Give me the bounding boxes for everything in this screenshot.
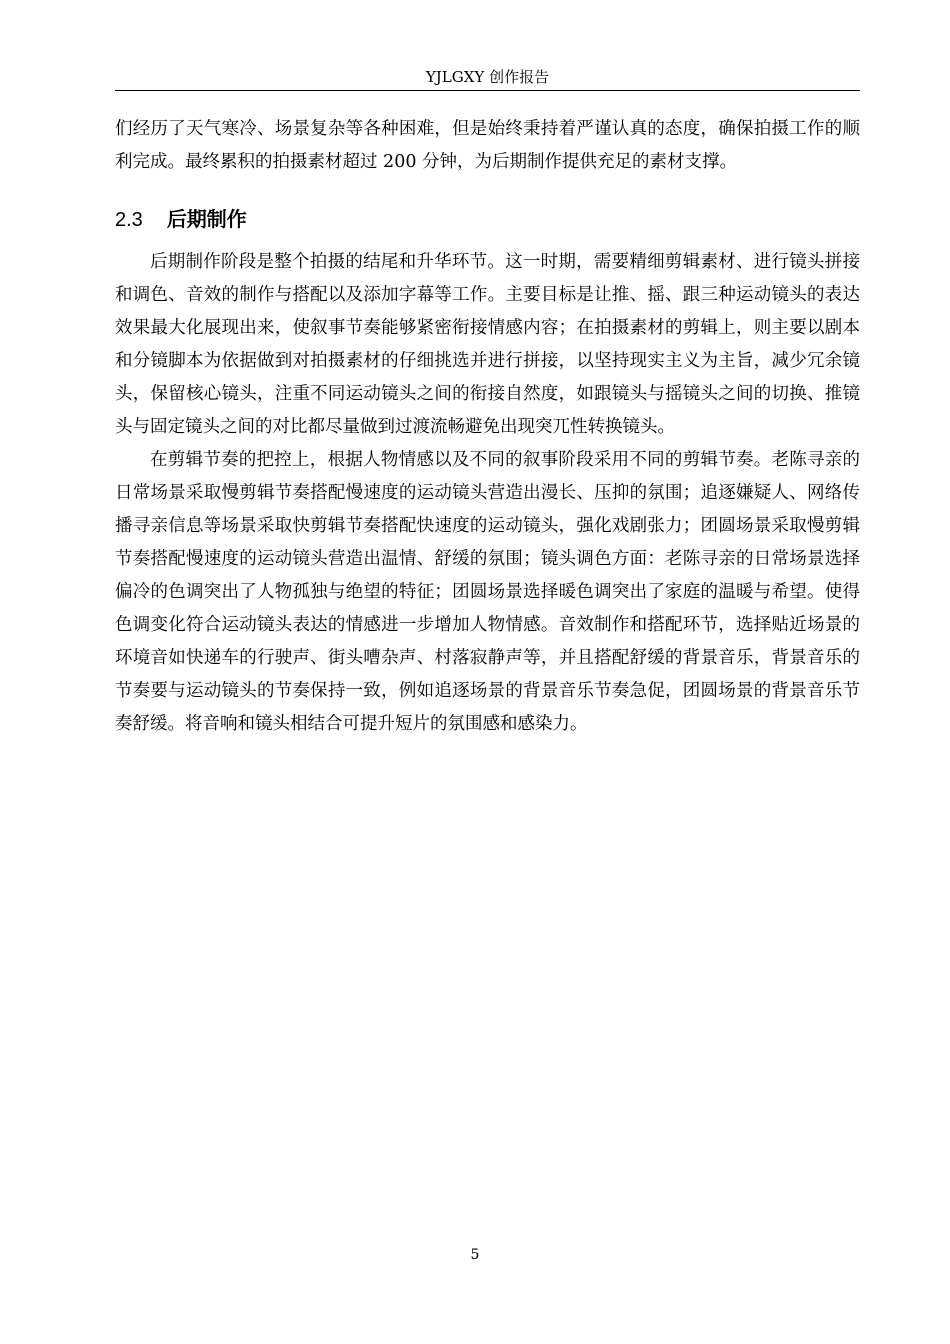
page-header: YJLGXY 创作报告 (425, 68, 550, 86)
page-number: 5 (470, 1247, 480, 1263)
body-paragraph: 后期制作阶段是整个拍摄的结尾和升华环节。这一时期，需要精细剪辑素材、进行镜头拼接和调色、音效的制作与搭配以及添加字幕等工作。主要目标是让推、摇、跟三种运动镜头的表达效果最大化展现出来，使叙事节奏能够紧密衔接情感内容；在拍摄素材的剪辑上，则主要以剧本和分镜脚本为依据做到对拍摄素材的仔细挑选并进行拼接，以坚持现实主义为主旨，减少冗余镜头，保留核心镜头，注重不同运动镜头之间的衔接自然度，如跟镜头与摇镜头之间的切换、推镜头与固定镜头之间的对比都尽量做到过渡流畅避免出现突兀性转换镜头。 (115, 252, 860, 437)
continuation-paragraph: 们经历了天气寒冷、场景复杂等各种困难，但是始终秉持着严谨认真的态度，确保拍摄工作的顺利完成。最终累积的拍摄素材超过 200 分钟，为后期制作提供充足的素材支撑。 (115, 119, 860, 172)
section-heading (115, 199, 860, 240)
header-divider (115, 90, 860, 91)
section-title: 后期制作 (166, 207, 247, 231)
document-body (115, 113, 860, 741)
section-number: 2.3 (115, 209, 143, 231)
body-paragraph: 在剪辑节奏的把控上，根据人物情感以及不同的叙事阶段采用不同的剪辑节奏。老陈寻亲的日常场景采取慢剪辑节奏搭配慢速度的运动镜头营造出漫长、压抑的氛围；追逐嫌疑人、网络传播寻亲信息等场景采取快剪辑节奏搭配快速度的运动镜头，强化戏剧张力；团圆场景采取慢剪辑节奏搭配慢速度的运动镜头营造出温情、舒缓的氛围；镜头调色方面：老陈寻亲的日常场景选择偏冷的色调突出了人物孤独与绝望的特征；团圆场景选择暖色调突出了家庭的温暖与希望。使得色调变化符合运动镜头表达的情感进一步增加人物情感。音效制作和搭配环节，选择贴近场景的环境音如快递车的行驶声、街头嘈杂声、村落寂静声等，并且搭配舒缓的背景音乐，背景音乐的节奏要与运动镜头的节奏保持一致，例如追逐场景的背景音乐节奏急促，团圆场景的背景音乐节奏舒缓。将音响和镜头相结合可提升短片的氛围感和感染力。 (115, 450, 860, 734)
